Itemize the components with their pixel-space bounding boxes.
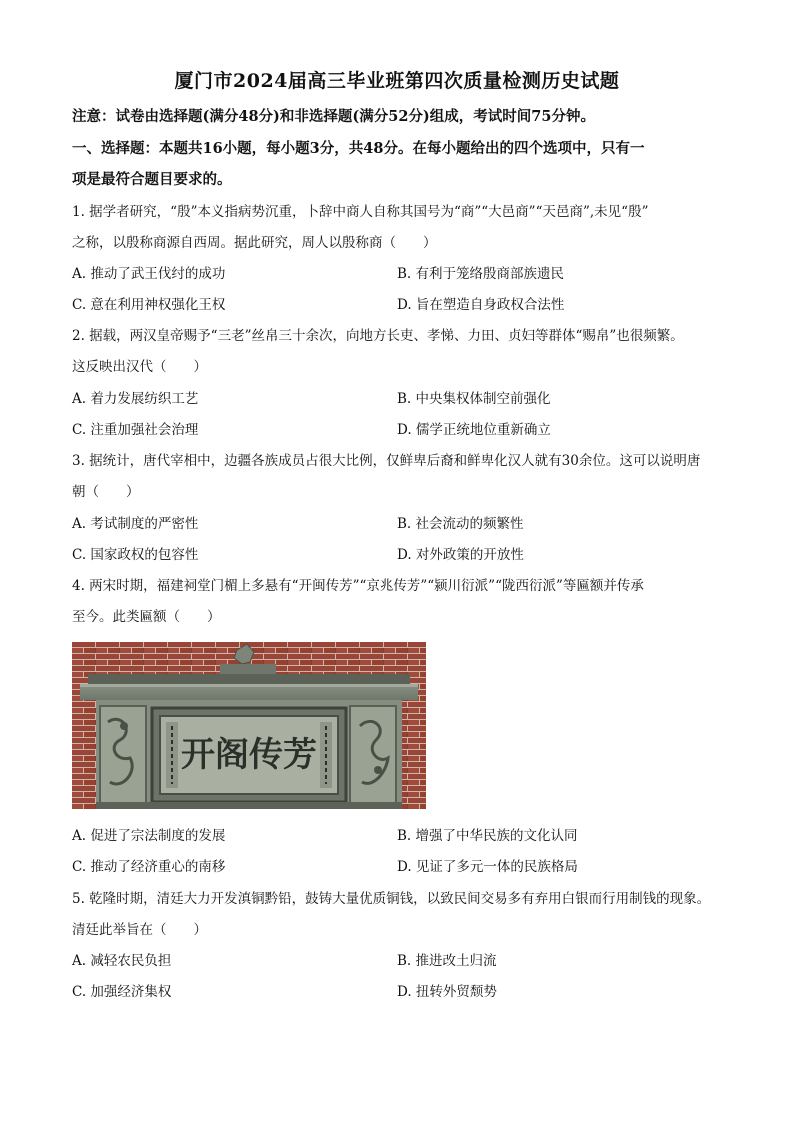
- question-5-option-b: B. 推进改土归流: [397, 953, 497, 969]
- section-heading-line1: 一、选择题：本题共16小题，每小题3分，共48分。在每小题给出的四个选项中，只有一: [72, 140, 645, 157]
- question-5-option-d: D. 扭转外贸颓势: [397, 984, 497, 1000]
- section-heading-line2: 项是最符合题目要求的。: [72, 171, 232, 188]
- question-2-option-c: C. 注重加强社会治理: [72, 422, 199, 438]
- question-4-option-a: A. 促进了宗法制度的发展: [72, 828, 226, 844]
- question-4-option-b: B. 增强了中华民族的文化认同: [397, 828, 578, 844]
- question-5-stem-line2: 清廷此举旨在（ ）: [72, 922, 207, 938]
- question-4-option-d: D. 见证了多元一体的民族格局: [397, 859, 578, 875]
- question-5-stem-line1: 5. 乾隆时期，清廷大力开发滇铜黔铅，鼓铸大量优质铜钱，以致民间交易多有弃用白银而行用制钱的现象。: [72, 891, 711, 907]
- question-4-stem-line1: 4. 两宋时期，福建祠堂门楣上多悬有“开闽传芳”“京兆传芳”“颍川衍派”“陇西衍派”等匾额并传承: [72, 578, 644, 594]
- question-4-option-c: C. 推动了经济重心的南移: [72, 859, 226, 875]
- question-3-stem-line1: 3. 据统计，唐代宰相中，边疆各族成员占很大比例，仅鲜卑后裔和鲜卑化汉人就有30余位。这可以说明唐: [72, 453, 701, 469]
- question-1-option-c: C. 意在利用神权强化王权: [72, 297, 226, 313]
- page-title: 厦门市2024届高三毕业班第四次质量检测历史试题: [174, 70, 620, 92]
- plaque-photo: [72, 642, 426, 809]
- question-4-stem-line2: 至今。此类匾额（ ）: [72, 609, 221, 625]
- plaque-illustration: [72, 642, 426, 809]
- notice-text: 注意：试卷由选择题(满分48分)和非选择题(满分52分)组成，考试时间75分钟。: [72, 108, 595, 125]
- question-2-option-a: A. 着力发展纺织工艺: [72, 391, 199, 407]
- question-3-option-a: A. 考试制度的严密性: [72, 516, 199, 532]
- question-3-stem-line2: 朝（ ）: [72, 484, 140, 500]
- question-1-option-d: D. 旨在塑造自身政权合法性: [397, 297, 565, 313]
- question-5-option-c: C. 加强经济集权: [72, 984, 172, 1000]
- question-1-stem-line1: 1. 据学者研究，“殷”本义指病势沉重，卜辞中商人自称其国号为“商”“大邑商”“天邑商”,未见“殷”: [72, 204, 649, 220]
- question-1-stem-line2: 之称，以殷称商源自西周。据此研究，周人以殷称商（ ）: [72, 235, 437, 251]
- question-2-option-d: D. 儒学正统地位重新确立: [397, 422, 551, 438]
- question-2-option-b: B. 中央集权体制空前强化: [397, 391, 551, 407]
- question-3-option-b: B. 社会流动的频繁性: [397, 516, 524, 532]
- plaque-inscription: 开阁传芳: [181, 735, 317, 775]
- question-3-option-c: C. 国家政权的包容性: [72, 547, 199, 563]
- question-1-option-a: A. 推动了武王伐纣的成功: [72, 266, 226, 282]
- question-3-option-d: D. 对外政策的开放性: [397, 547, 524, 563]
- question-5-option-a: A. 减轻农民负担: [72, 953, 172, 969]
- question-1-option-b: B. 有利于笼络殷商部族遗民: [397, 266, 565, 282]
- question-2-stem-line2: 这反映出汉代（ ）: [72, 359, 207, 375]
- question-2-stem-line1: 2. 据载，两汉皇帝赐予“三老”丝帛三十余次，向地方长吏、孝悌、力田、贞妇等群体“赐帛”也很频繁。: [72, 328, 684, 344]
